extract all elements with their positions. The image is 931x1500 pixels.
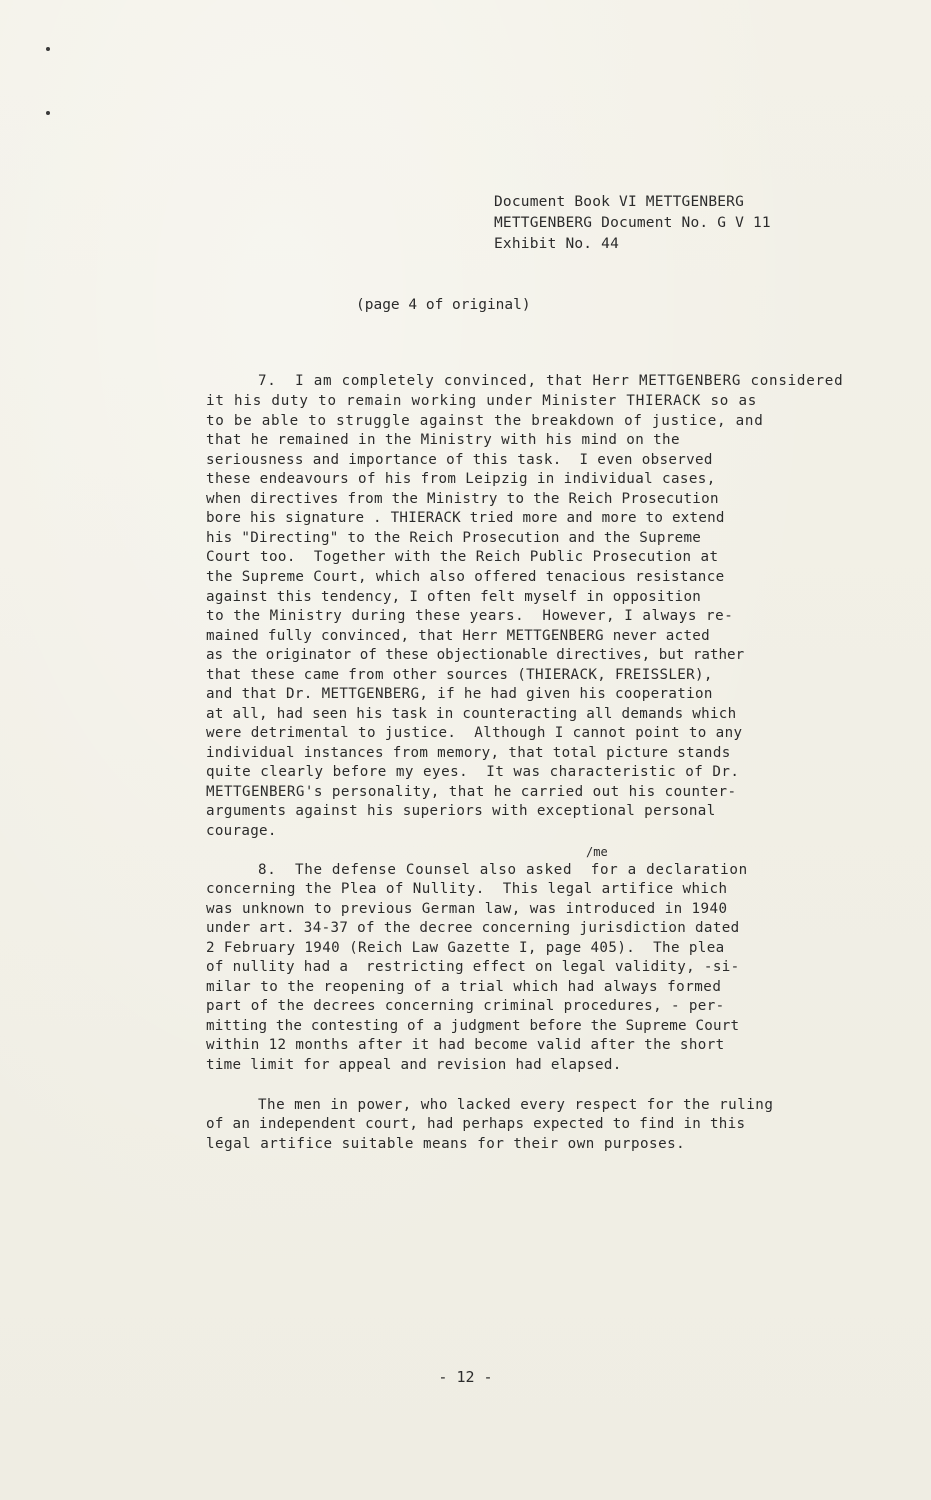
paragraph-line: at all, had seen his task in counteracting all demands which xyxy=(206,706,737,722)
paragraph-line: to be able to struggle against the breakdown of justice, and xyxy=(206,413,764,429)
paragraph-line: mitting the contesting of a judgment before the Supreme Court xyxy=(206,1018,740,1034)
paragraph-line: these endeavours of his from Leipzig in individual cases, xyxy=(206,471,716,487)
header-line-3: Exhibit No. 44 xyxy=(494,236,620,252)
header-line-1: Document Book VI METTGENBERG xyxy=(494,194,745,210)
paragraph-line: time limit for appeal and revision had elapsed. xyxy=(206,1057,622,1073)
paragraph-line: against this tendency, I often felt myself in opposition xyxy=(206,589,702,605)
paragraph-line: arguments against his superiors with exceptional personal xyxy=(206,803,716,819)
paragraph-line: it his duty to remain working under Minister THIERACK so as xyxy=(206,393,758,409)
paragraph-line: Court too. Together with the Reich Public Prosecution at xyxy=(206,549,719,565)
paragraph-line: and that Dr. METTGENBERG, if he had given his cooperation xyxy=(206,686,713,702)
paragraph-line: part of the decrees concerning criminal procedures, - per- xyxy=(206,998,725,1014)
paragraph-line: METTGENBERG's personality, that he carried out his counter- xyxy=(206,784,737,800)
punch-mark xyxy=(46,111,50,115)
paragraph-line: quite clearly before my eyes. It was characteristic of Dr. xyxy=(206,764,740,780)
paragraph-line: under art. 34-37 of the decree concerning jurisdiction dated xyxy=(206,920,740,936)
paragraph-line: his "Directing" to the Reich Prosecution and the Supreme xyxy=(206,530,702,546)
paragraph-line: of an independent court, had perhaps expected to find in this xyxy=(206,1116,746,1132)
punch-mark xyxy=(46,47,50,51)
page-number: - 12 - xyxy=(438,1368,493,1386)
paragraph-line: were detrimental to justice. Although I cannot point to any xyxy=(206,725,743,741)
paragraph-line: courage. xyxy=(206,823,277,839)
paragraph-line: individual instances from memory, that total picture stands xyxy=(206,745,731,761)
paragraph-line: seriousness and importance of this task. I even observed xyxy=(206,452,713,468)
paragraph-line: 8. The defense Counsel also asked for a declaration xyxy=(258,862,748,878)
paragraph-line: 2 February 1940 (Reich Law Gazette I, page 405). The plea xyxy=(206,940,725,956)
header-line-2: METTGENBERG Document No. G V 11 xyxy=(494,215,771,231)
paragraph-line: the Supreme Court, which also offered tenacious resistance xyxy=(206,569,725,585)
paragraph-line: bore his signature . THIERACK tried more and more to extend xyxy=(206,510,725,526)
document-header xyxy=(494,192,771,255)
paragraph-line: when directives from the Ministry to the Reich Prosecution xyxy=(206,491,719,507)
paragraph-line: that he remained in the Ministry with his mind on the xyxy=(206,432,680,448)
paragraph-line: legal artifice suitable means for their own purposes. xyxy=(206,1136,686,1152)
paragraph-line: that these came from other sources (THIERACK, FREISSLER), xyxy=(206,667,713,683)
paragraph-line: mained fully convinced, that Herr METTGENBERG never acted xyxy=(206,628,710,644)
page-note: (page 4 of original) xyxy=(356,297,531,313)
paragraph-line: concerning the Plea of Nullity. This legal artifice which xyxy=(206,881,728,897)
paragraph-line: to the Ministry during these years. However, I always re- xyxy=(206,608,734,624)
handwritten-insertion: /me xyxy=(586,845,608,859)
paragraph-line: milar to the reopening of a trial which had always formed xyxy=(206,979,722,995)
paragraph-line: The men in power, who lacked every respect for the ruling xyxy=(258,1097,774,1113)
paragraph-line: was unknown to previous German law, was introduced in 1940 xyxy=(206,901,728,917)
paragraph-line: of nullity had a restricting effect on legal validity, -si- xyxy=(206,959,740,975)
paragraph-line: within 12 months after it had become valid after the short xyxy=(206,1037,725,1053)
paragraph-line: 7. I am completely convinced, that Herr METTGENBERG considered xyxy=(258,373,844,389)
paragraph-line: as the originator of these objectionable directives, but rather xyxy=(206,647,745,663)
